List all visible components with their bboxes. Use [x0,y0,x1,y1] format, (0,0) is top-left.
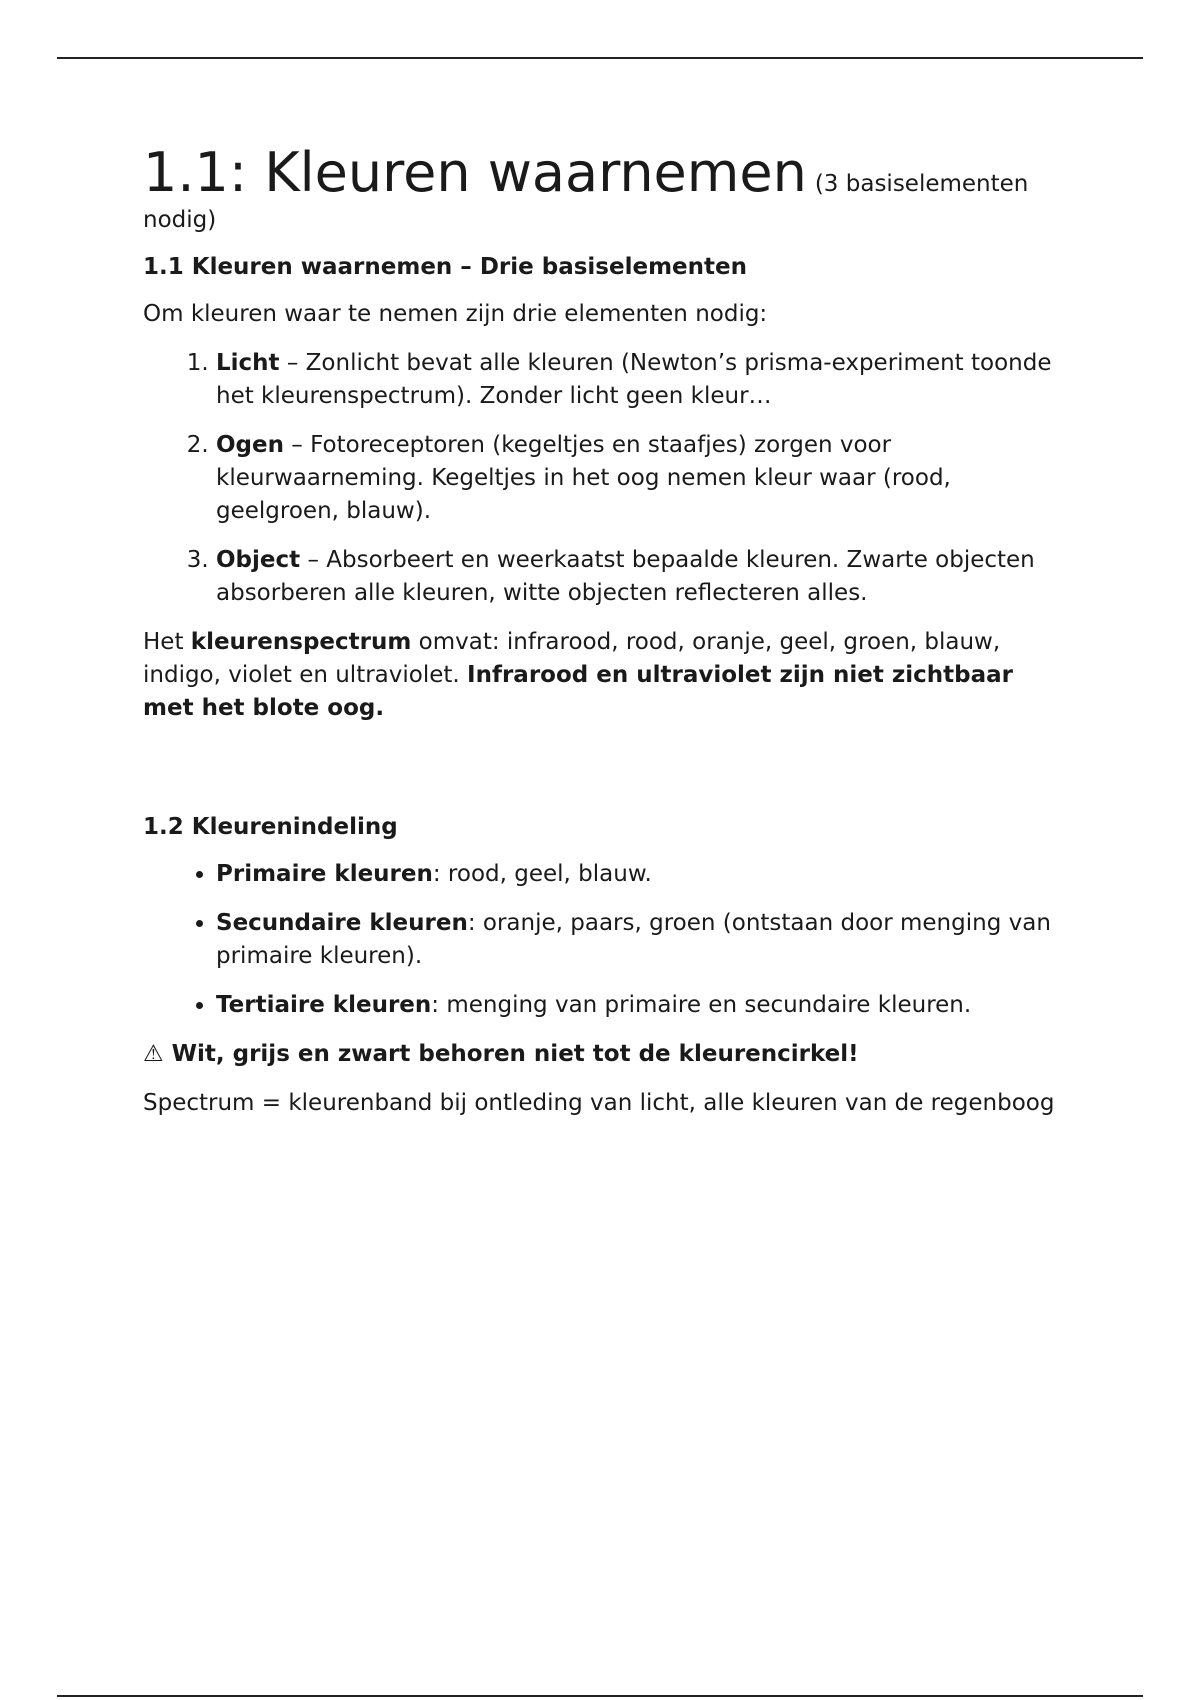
item-text: : rood, geel, blauw. [432,861,652,887]
spectrum-definition: Spectrum = kleurenband bij ontleding van licht, alle kleuren van de regenboog [143,1090,1055,1116]
header-rule [57,57,1143,59]
list-item [216,858,1063,891]
item-term: Object [216,547,301,573]
color-classes-list [143,858,1063,1022]
item-term: Primaire kleuren [216,861,433,887]
section-1-intro: Om kleuren waar te nemen zijn drie elementen nodig: [143,301,768,327]
footer-rule [57,1695,1143,1697]
item-text: – Zonlicht bevat alle kleuren (Newton’s prisma-experiment toonde het kleurenspectrum). Zonder licht geen kleur… [216,350,1052,409]
section-1-heading: 1.1 Kleuren waarnemen – Drie basiselementen [143,254,747,280]
warning-text: ⚠ Wit, grijs en zwart behoren niet tot de kleurencirkel! [143,1041,859,1067]
list-item [216,347,1063,413]
item-text: : oranje, paars, groen (ontstaan door menging van primaire kleuren). [216,910,1051,969]
document-content [143,140,1063,1136]
basic-elements-list [143,347,1063,610]
spectrum-mid: omvat: infrarood, rood, oranje, geel, groen, blauw, indigo, violet en ultraviolet. [143,629,1001,688]
spectrum-emphasis: Infrarood en ultraviolet zijn niet zichtbaar met het blote oog. [143,662,1014,721]
spectrum-paragraph [143,626,1063,725]
spectrum-term: kleurenspectrum [190,629,412,655]
list-item [216,429,1063,528]
item-text: – Fotoreceptoren (kegeltjes en staafjes) zorgen voor kleurwaarneming. Kegeltjes in het oog nemen kleur waar (rood, geelgroen, blauw). [216,432,951,524]
section-2-heading: 1.2 Kleurenindeling [143,814,398,840]
spectrum-pre: Het [143,629,191,655]
list-item [216,544,1063,610]
item-term: Ogen [216,432,284,458]
item-text: : menging van primaire en secundaire kleuren. [431,992,972,1018]
title-note: (3 basiselementen [814,171,1029,197]
list-item [216,907,1063,973]
list-item [216,989,1063,1022]
title-main: 1.1: Kleuren waarnemen [143,141,807,204]
title-note-continued: nodig) [143,207,217,233]
item-term: Tertiaire kleuren [216,992,432,1018]
item-text: – Absorbeert en weerkaatst bepaalde kleuren. Zwarte objecten absorberen alle kleuren, witte objecten reflecteren alles. [216,547,1035,606]
item-term: Licht [216,350,280,376]
item-term: Secundaire kleuren [216,910,468,936]
warning-note [143,1038,1063,1071]
section-spacer [143,741,1063,797]
page-title [143,140,1063,206]
